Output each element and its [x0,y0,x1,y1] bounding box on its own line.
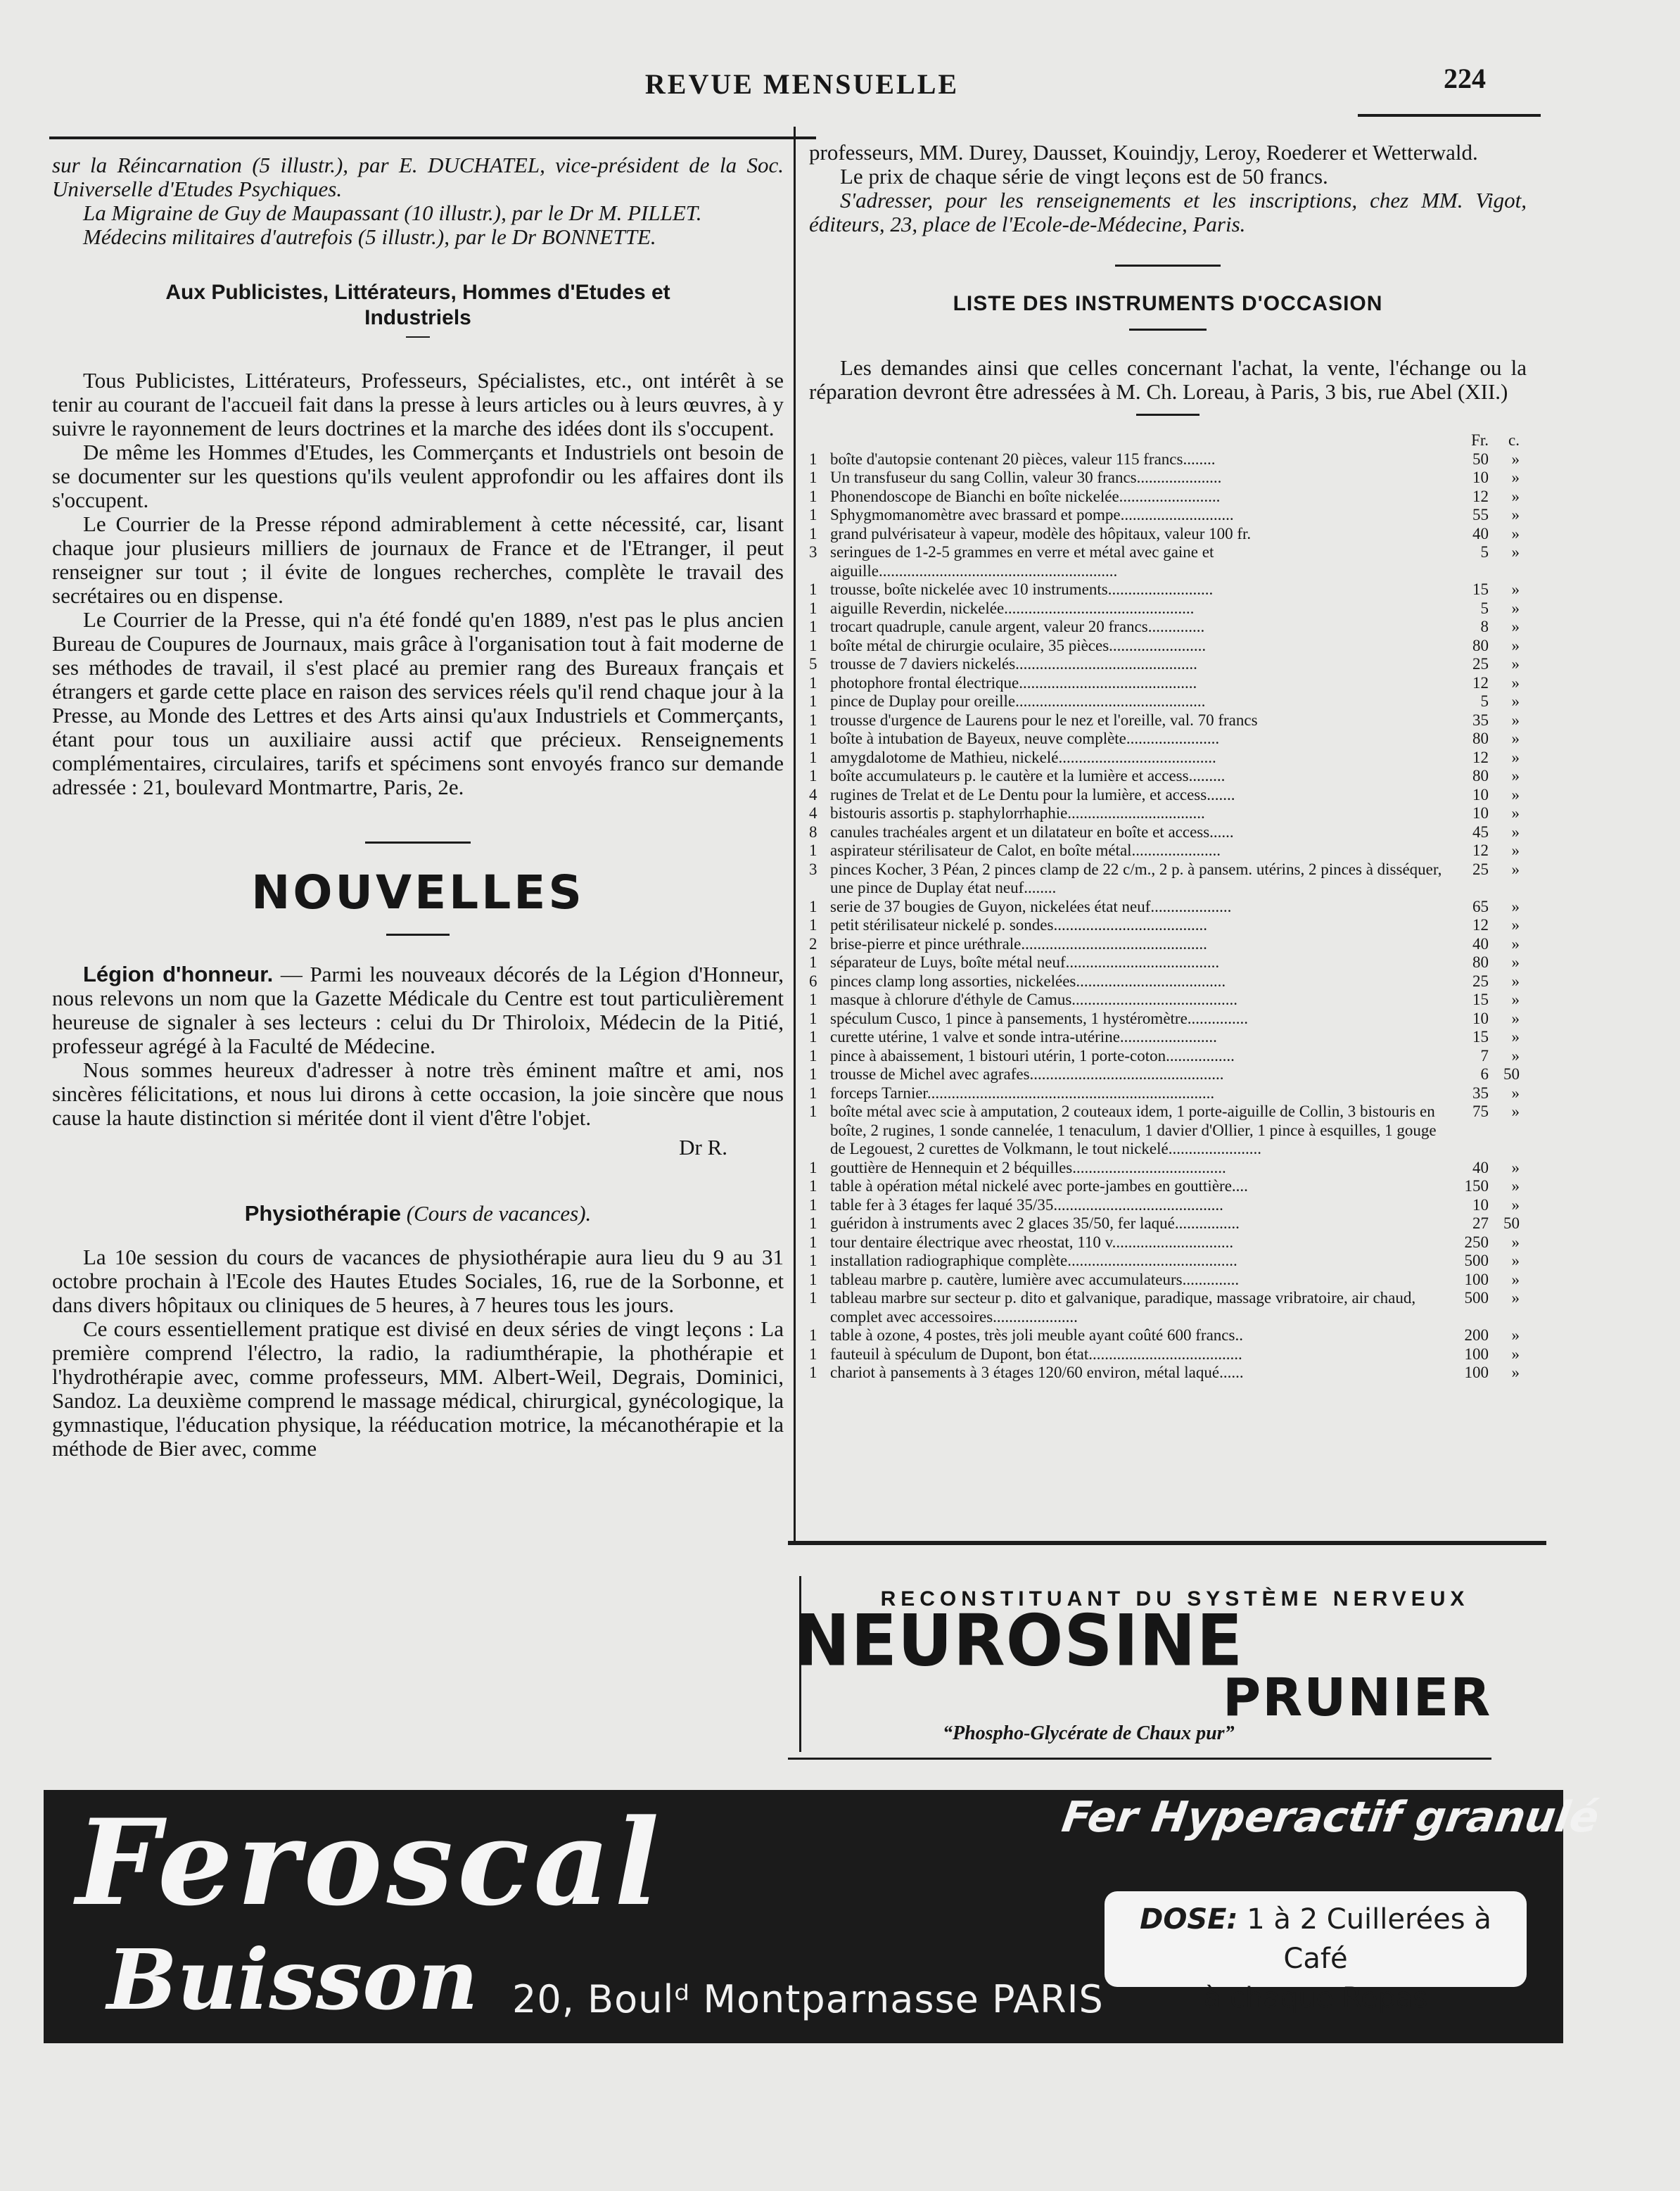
instrument-description: aspirateur stérilisateur de Calot, en boîte métal...................... [830,842,1221,859]
instrument-quantity: 1 [809,767,817,785]
instrument-description: Phonendoscope de Bianchi en boîte nickelée......................... [830,487,1221,505]
instrument-row [809,1364,1527,1383]
feroscal-brand: Buisson [107,1931,478,2028]
header-rule-right [1358,114,1541,117]
instrument-row [809,450,1527,469]
instrument-price-francs: 40 [1472,524,1489,542]
instrument-row [809,1028,1527,1047]
neurosine-name: NEUROSINE [794,1599,1244,1682]
column-centimes: c. [1508,431,1520,449]
instrument-list-header [809,431,1527,450]
instrument-price-centimes: » [1511,1103,1520,1120]
instrument-description: photophore frontal électrique............................................ [830,673,1197,692]
publicistes-heading: Aux Publicistes, Littérateurs, Hommes d'Etudes et Industriels [165,281,670,329]
intro-line-1: sur la Réincarnation (5 illustr.), par E. DUCHATEL, vice-président de la Soc. Universelle d'Etudes Psychiques. [52,153,784,201]
instrument-quantity: 1 [809,711,817,729]
instrument-price-francs: 100 [1464,1270,1489,1288]
header-rule-left [49,136,816,139]
instrument-description: boîte métal de chirurgie oculaire, 35 pièces........................ [830,636,1207,654]
instrument-quantity: 2 [809,934,817,953]
instrument-row [809,1084,1527,1103]
instrument-price-francs: 5 [1480,599,1489,617]
instrument-price-centimes: » [1511,1009,1520,1027]
instrument-price-francs: 25 [1472,655,1489,673]
left-column [52,153,784,1461]
instrument-description: tour dentaire électrique avec rheostat, 110 v.............................. [830,1233,1234,1251]
instrument-price-centimes: » [1511,543,1520,561]
instrument-row [809,823,1527,842]
instrument-description: Un transfuseur du sang Collin, valeur 30 francs..................... [830,469,1222,486]
instrument-row [809,1214,1527,1233]
instrument-price-francs: 10 [1472,1195,1489,1214]
instrument-price-francs: 35 [1472,1084,1489,1102]
instrument-price-francs: 10 [1472,469,1489,486]
instrument-quantity: 4 [809,785,817,804]
instrument-quantity: 1 [809,1364,817,1381]
instrument-quantity: 1 [809,673,817,692]
instrument-price-centimes: » [1511,1195,1520,1214]
instrument-price-centimes: » [1511,1158,1520,1176]
instrument-price-francs: 25 [1472,860,1489,878]
instrument-description: trocart quadruple, canule argent, valeur 20 francs.............. [830,618,1205,635]
instrument-price-francs: 12 [1472,916,1489,934]
instrument-quantity: 1 [809,1326,817,1344]
instrument-quantity: 1 [809,1158,817,1176]
instrument-row [809,1103,1527,1159]
instrument-quantity: 3 [809,860,817,878]
instrument-quantity: 3 [809,543,817,561]
physio-subtitle: (Cours de vacances). [406,1201,592,1226]
instrument-price-francs: 250 [1464,1233,1489,1251]
instrument-price-centimes: » [1511,1326,1520,1344]
instrument-row [809,618,1527,637]
instrument-quantity: 1 [809,692,817,710]
instrument-price-francs: 80 [1472,730,1489,747]
instrument-description: aiguille Reverdin, nickelée............................................... [830,599,1195,617]
instrument-row [809,842,1527,860]
instrument-price-francs: 12 [1472,842,1489,859]
physio-paragraph: Ce cours essentiellement pratique est divisé en deux séries de vingt leçons : La première comprend l'électro, la radio, la radiumthérapie, la phothérapie et l'hydrothérapie avec, comme professeurs, MM. Albert-Weil, Degrais, Dominici, Sandoz. La deuxième comprend le massage médical, chirurgical, gynécologique, la gymnastique, l'éducation physique, la rééducation motrice, la mécanothérapie et la méthode de Bier avec, comme [52,1316,784,1461]
instrument-price-centimes: » [1511,785,1520,804]
instrument-price-centimes: » [1511,599,1520,617]
legion-text: — Parmi les nouveaux décorés de la Légion d'Honneur, nous relevons un nom que la Gazette Médicale du Centre est tout particulièrement heureuse de signaler à ses lecteurs : celui du Dr Thiroloix, Médecin de la Pitié, professeur agrégé à la Faculté de Médecine. [52,962,784,1058]
instrument-description: canules trachéales argent et un dilatateur en boîte et access...... [830,823,1234,841]
instrument-price-francs: 12 [1472,748,1489,766]
instrument-price-francs: 200 [1464,1326,1489,1344]
instrument-price-francs: 12 [1472,487,1489,505]
instrument-price-francs: 80 [1472,953,1489,971]
instrument-price-centimes: » [1511,1084,1520,1102]
instrument-price-francs: 5 [1480,692,1489,710]
instrument-description: pinces clamp long assorties, nickelées..................................... [830,972,1226,990]
instrument-quantity: 1 [809,1103,817,1120]
instrument-description: masque à chlorure d'éthyle de Camus......................................... [830,991,1238,1008]
dose-line-2: à chaque Repas [1203,1982,1428,2014]
instrument-price-centimes: » [1511,692,1520,710]
intro-line-2: La Migraine de Guy de Maupassant (10 illustr.), par le Dr M. PILLET. [83,201,702,225]
instrument-price-francs: 55 [1472,506,1489,523]
instrument-price-centimes: » [1511,580,1520,598]
instrument-list [809,431,1527,1383]
neurosine-tagline-top: RECONSTITUANT DU SYSTÈME NERVEUX [880,1587,1470,1611]
instrument-quantity: 4 [809,804,817,822]
feroscal-logo: Feroscal [76,1793,664,1932]
instrument-row [809,898,1527,917]
instrument-price-francs: 500 [1464,1289,1489,1307]
instrument-description: brise-pierre et pince uréthrale.............................................. [830,934,1207,953]
instrument-quantity: 1 [809,469,817,486]
instrument-row [809,711,1527,730]
instrument-description: boîte d'autopsie contenant 20 pièces, valeur 115 francs........ [830,450,1216,468]
instrument-quantity: 5 [809,655,817,673]
instrument-description: petit stérilisateur nickelé p. sondes...................................... [830,916,1207,934]
instrument-description: trousse, boîte nickelée avec 10 instruments.......................... [830,580,1214,598]
column-divider [794,127,796,1541]
column-francs: Fr. [1471,431,1489,449]
instrument-quantity: 1 [809,1345,817,1363]
instrument-price-francs: 15 [1472,1028,1489,1046]
instrument-price-centimes: » [1511,1345,1520,1363]
instrument-row [809,692,1527,711]
instrument-row [809,469,1527,488]
instrument-row [809,1010,1527,1029]
instrument-description: pince à abaissement, 1 bistouri utérin, 1 porte-coton................. [830,1046,1235,1065]
instrument-quantity: 1 [809,1252,817,1269]
instrument-quantity: 1 [809,487,817,505]
instrument-quantity: 1 [809,748,817,766]
instrument-quantity: 1 [809,1270,817,1288]
instrument-row [809,786,1527,805]
instrument-price-centimes: » [1511,1289,1520,1307]
instrument-row [809,599,1527,618]
instrument-row [809,749,1527,768]
instrument-description: grand pulvérisateur à vapeur, modèle des hôpitaux, valeur 100 fr. [830,524,1252,542]
instrument-row [809,580,1527,599]
instrument-price-francs: 7 [1480,1046,1489,1065]
instrument-price-francs: 40 [1472,1158,1489,1176]
instrument-price-centimes: » [1511,972,1520,990]
instrument-quantity: 1 [809,1084,817,1102]
instrument-row [809,1159,1527,1178]
instrument-row [809,972,1527,991]
continuation-paragraph: S'adresser, pour les renseignements et les inscriptions, chez MM. Vigot, éditeurs, 23, place de l'Ecole-de-Médecine, Paris. [809,188,1527,236]
instrument-price-francs: 75 [1472,1103,1489,1120]
instrument-quantity: 1 [809,1009,817,1027]
instrument-price-centimes: » [1511,1046,1520,1065]
publicistes-paragraph: Tous Publicistes, Littérateurs, Professeurs, Spécialistes, etc., ont intérêt à se tenir au courant de l'accueil fait dans la presse à leurs articles ou à leurs œuvres, à y suivre le rayonnement de leurs doctrines et la marche des idées dont ils s'occupent. [52,368,784,440]
physio-paragraph: La 10e session du cours de vacances de physiothérapie aura lieu du 9 au 31 octobre prochain à l'Ecole des Hautes Etudes Sociales, 16, rue de la Sorbonne, et dans divers hôpitaux ou cliniques de 5 heures, à 7 heures tous les jours. [52,1245,784,1317]
instrument-quantity: 1 [809,1028,817,1046]
instrument-price-centimes: » [1511,748,1520,766]
instrument-row [809,637,1527,656]
dose-box [1105,1891,1527,2014]
instrument-price-francs: 100 [1464,1345,1489,1363]
instrument-price-centimes: » [1511,897,1520,915]
instrument-row [809,730,1527,749]
instrument-row [809,1345,1527,1364]
instrument-description: tableau marbre sur secteur p. dito et galvanique, paradique, massage vribratoire, air chaud, complet avec accessoires..................... [830,1289,1416,1326]
instrument-price-centimes: » [1511,767,1520,785]
feroscal-address: 20, Boulᵈ Montparnasse PARIS [512,1977,1104,2021]
legion-signature: Dr R. [679,1135,727,1160]
instrument-description: Sphygmomanomètre avec brassard et pompe............................ [830,506,1234,523]
instrument-price-centimes: » [1511,1364,1520,1381]
instrument-description: trousse de 7 daviers nickelés............................................. [830,655,1197,673]
physio-title: Physiothérapie [244,1201,401,1226]
instrument-description: serie de 37 bougies de Guyon, nickelées état neuf.................... [830,897,1232,915]
dose-text: 1 à 2 Cuillerées à Café [1247,1903,1491,1975]
instrument-row [809,916,1527,935]
instrument-price-centimes: » [1511,823,1520,841]
instrument-row [809,1233,1527,1252]
instrument-description: installation radiographique complète.......................................... [830,1252,1237,1269]
instrument-row [809,1289,1527,1326]
legion-paragraph-2: Nous sommes heureux d'adresser à notre très éminent maître et ami, nos sincères félicitations, et nous lui dirons à cette occasion, la joie sincère que nous cause la haute distinction si méritée dont il vient d'être l'objet. [52,1058,784,1130]
instrument-price-francs: 65 [1472,897,1489,915]
instrument-price-centimes: » [1511,1270,1520,1288]
instrument-price-francs: 5 [1480,543,1489,561]
instrument-price-centimes: » [1511,1177,1520,1195]
instrument-price-centimes: » [1511,618,1520,635]
legion-paragraph [52,963,784,1058]
ad-bottom-rule [788,1758,1491,1760]
instrument-description: boîte accumulateurs p. le cautère et la lumière et access......... [830,767,1226,785]
instrument-description: gouttière de Hennequin et 2 béquilles...................................... [830,1158,1226,1176]
instrument-quantity: 1 [809,580,817,598]
instrument-row [809,860,1527,898]
continuation-paragraph: Le prix de chaque série de vingt leçons est de 50 francs. [840,164,1328,189]
instrument-price-centimes: » [1511,655,1520,673]
instrument-quantity: 1 [809,916,817,934]
instrument-row [809,488,1527,507]
neurosine-brand: PRUNIER [1223,1668,1492,1728]
instrument-price-centimes: » [1511,991,1520,1008]
instrument-price-centimes: » [1511,1233,1520,1251]
instrument-description: boîte métal avec scie à amputation, 2 couteaux idem, 1 porte-aiguille de Collin, 3 bistouris en boîte, 2 rugines, 1 sonde cannelée, 1 tenaculum, 1 davier d'Ollier, 1 pince à esquilles, 1 gouge de Legouest, 2 curettes de Volkmann, le tout nickelé....................... [830,1103,1437,1157]
instrument-quantity: 8 [809,823,817,841]
publicistes-paragraph: Le Courrier de la Presse répond admirablement à cette nécessité, car, lisant chaque jour plusieurs milliers de journaux de France et de l'Etranger, il peut renseigner sur tout ; il évite de longues recherches, complète le travail des secrétaires ou en dispense. [52,512,784,608]
instrument-price-centimes: » [1511,469,1520,486]
instrument-price-centimes: » [1511,673,1520,692]
instrument-row [809,543,1527,580]
instrument-price-centimes: » [1511,711,1520,729]
instrument-quantity: 1 [809,1289,817,1307]
instrument-description: spéculum Cusco, 1 pince à pansements, 1 hystéromètre............... [830,1009,1249,1027]
instrument-row [809,935,1527,954]
instrument-price-centimes: » [1511,730,1520,747]
instrument-row [809,655,1527,674]
instrument-row [809,1326,1527,1345]
instrument-description: pinces Kocher, 3 Péan, 2 pinces clamp de 22 c/m., 2 p. à pansem. utérins, 2 pinces à disséquer, une pince de Duplay état neuf........ [830,860,1442,896]
instrument-price-francs: 12 [1472,673,1489,692]
publicistes-paragraph: Le Courrier de la Presse, qui n'a été fondé qu'en 1889, n'est pas le plus ancien Bureau de Coupures de Journaux, mais grâce à l'organisation tout à fait moderne de ses méthodes de travail, il s'est placé au premier rang des Bureaux français et étrangers et garde cette place en raison des services réels qu'il rend chaque jour à la Presse, au Monde des Lettres et des Arts ainsi qu'aux Industriels et Commerçants, étant pour tous un auxiliaire aussi actif que précieux. Renseignements complémentaires, circulaires, tarifs et spécimens sont envoyés franco sur demande adressée : 21, boulevard Montmartre, Paris, 2e. [52,607,784,799]
instrument-quantity: 1 [809,1214,817,1232]
instrument-description: trousse d'urgence de Laurens pour le nez et l'oreille, val. 70 francs [830,711,1258,729]
instrument-price-francs: 15 [1472,991,1489,1008]
instrument-description: table fer à 3 étages fer laqué 35/35.......................................... [830,1195,1223,1214]
instrument-price-centimes: » [1511,1028,1520,1046]
instrument-price-centimes: » [1511,487,1520,505]
instrument-quantity: 1 [809,524,817,542]
instrument-description: trousse de Michel avec agrafes................................................ [830,1065,1224,1083]
instrument-description: fauteuil à spéculum de Dupont, bon état...................................... [830,1345,1242,1363]
instrument-price-centimes: » [1511,916,1520,934]
legion-title: Légion d'honneur. [83,962,274,986]
dose-label: DOSE: [1140,1903,1238,1936]
instrument-quantity: 1 [809,1065,817,1083]
instrument-description: amygdalotome de Mathieu, nickelé....................................... [830,748,1216,766]
instrument-description: rugines de Trelat et de Le Dentu pour la lumière, et access....... [830,785,1235,804]
dose-line-1 [1105,1900,1527,1979]
ad-top-rule [788,1541,1546,1545]
instrument-quantity: 1 [809,506,817,523]
instrument-price-francs: 50 [1472,450,1489,468]
instrument-price-francs: 25 [1472,972,1489,990]
page-number: 224 [1444,63,1486,94]
instrument-price-centimes: » [1511,450,1520,468]
instrument-price-francs: 45 [1472,823,1489,841]
running-header: REVUE MENSUELLE [644,68,960,100]
instrument-price-centimes: » [1511,506,1520,523]
feroscal-tagline: Fer Hyperactif granulé [1059,1793,1602,1842]
instrument-row [809,1177,1527,1196]
instrument-description: chariot à pansements à 3 étages 120/60 environ, métal laqué...... [830,1364,1244,1381]
instrument-row [809,991,1527,1010]
instrument-description: seringues de 1-2-5 grammes en verre et métal avec gaine et aiguille........................................................... [830,543,1214,580]
instrument-price-centimes: » [1511,934,1520,953]
liste-heading: LISTE DES INSTRUMENTS D'OCCASION [953,292,1383,315]
instrument-quantity: 1 [809,1233,817,1251]
instrument-description: pince de Duplay pour oreille............................................... [830,692,1206,710]
continuation-paragraph: professeurs, MM. Durey, Dausset, Kouindjy, Leroy, Roederer et Wetterwald. [809,140,1478,165]
instrument-row [809,1252,1527,1271]
instrument-price-centimes: » [1511,804,1520,822]
instrument-row [809,767,1527,786]
instrument-price-centimes: 50 [1503,1214,1520,1232]
publicistes-paragraph: De même les Hommes d'Etudes, les Commerçants et Industriels ont besoin de se documenter sur les questions qu'ils veulent approfondir ou les affaires dont ils s'occupent. [52,440,784,512]
intro-line-3: Médecins militaires d'autrefois (5 illustr.), par le Dr BONNETTE. [83,224,656,249]
instrument-price-francs: 100 [1464,1364,1489,1381]
instrument-price-francs: 80 [1472,636,1489,654]
instrument-price-centimes: » [1511,524,1520,542]
instrument-price-francs: 10 [1472,785,1489,804]
instrument-quantity: 1 [809,1195,817,1214]
instrument-price-francs: 35 [1472,711,1489,729]
instrument-row [809,804,1527,823]
instrument-row [809,1271,1527,1290]
instrument-quantity: 1 [809,1046,817,1065]
instrument-description: guéridon à instruments avec 2 glaces 35/50, fer laqué................ [830,1214,1240,1232]
instrument-row [809,674,1527,693]
instrument-quantity: 6 [809,972,817,990]
instrument-description: tableau marbre p. cautère, lumière avec accumulateurs.............. [830,1270,1240,1288]
right-column [809,141,1527,1383]
instrument-description: table à ozone, 4 postes, très joli meuble ayant coûté 600 francs.. [830,1326,1243,1344]
instrument-price-francs: 40 [1472,934,1489,953]
instrument-row [809,1047,1527,1066]
instrument-price-francs: 15 [1472,580,1489,598]
instrument-description: curette utérine, 1 valve et sonde intra-utérine........................ [830,1028,1217,1046]
physio-heading [52,1202,784,1226]
instrument-row [809,506,1527,525]
instrument-quantity: 1 [809,1177,817,1195]
instrument-price-francs: 6 [1480,1065,1489,1083]
instrument-price-francs: 10 [1472,804,1489,822]
instrument-price-francs: 10 [1472,1009,1489,1027]
instrument-quantity: 1 [809,897,817,915]
instrument-quantity: 1 [809,450,817,468]
instrument-quantity: 1 [809,842,817,859]
instrument-price-centimes: » [1511,842,1520,859]
nouvelles-heading: NOUVELLES [251,865,585,920]
instrument-quantity: 1 [809,953,817,971]
instrument-quantity: 1 [809,730,817,747]
liste-intro: Les demandes ainsi que celles concernant l'achat, la vente, l'échange ou la réparation devront être adressées à M. Ch. Loreau, à Paris, 3 bis, rue Abel (XII.) [809,355,1527,404]
instrument-price-centimes: » [1511,860,1520,878]
instrument-price-centimes: » [1511,636,1520,654]
instrument-row [809,1065,1527,1084]
instrument-row [809,953,1527,972]
instrument-quantity: 1 [809,599,817,617]
instrument-row [809,1196,1527,1215]
instrument-quantity: 1 [809,991,817,1008]
instrument-price-francs: 150 [1464,1177,1489,1195]
instrument-price-francs: 500 [1464,1252,1489,1269]
instrument-price-centimes: 50 [1503,1065,1520,1083]
instrument-price-francs: 27 [1472,1214,1489,1232]
instrument-description: table à opération métal nickelé avec porte-jambes en gouttière.... [830,1177,1248,1195]
instrument-description: forceps Tarnier....................................................................... [830,1084,1215,1102]
instrument-price-centimes: » [1511,1252,1520,1269]
instrument-description: bistouris assortis p. staphylorrhaphie.................................. [830,804,1205,822]
instrument-quantity: 1 [809,618,817,635]
instrument-row [809,525,1527,544]
instrument-quantity: 1 [809,636,817,654]
instrument-price-francs: 80 [1472,767,1489,785]
instrument-price-francs: 8 [1480,618,1489,635]
instrument-price-centimes: » [1511,953,1520,971]
instrument-description: boîte à intubation de Bayeux, neuve complète....................... [830,730,1220,747]
neurosine-tagline: “Phospho-Glycérate de Chaux pur” [943,1722,1235,1744]
instrument-description: séparateur de Luys, boîte métal neuf...................................... [830,953,1220,971]
